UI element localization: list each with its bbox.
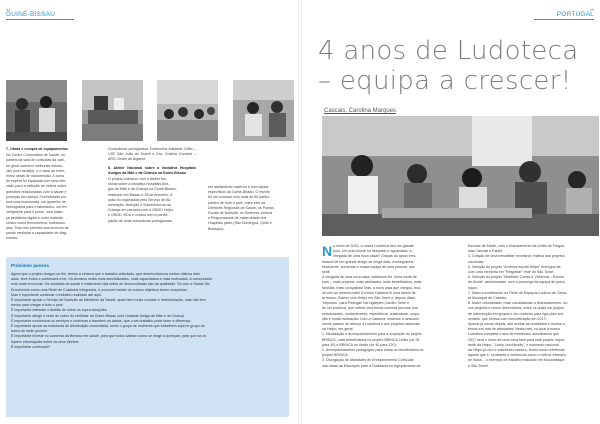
text-line: pação de duas consultoras portuguesas <box>108 218 172 223</box>
article-line: nas áreas da Educação para a Cidadania no Agrupamento de <box>322 363 421 368</box>
article-line: 2. Acompanhamento pedagógico para todos os beneficiários do <box>322 348 424 353</box>
column-workshop <box>108 147 196 224</box>
text-line: hemograma para o laboratório, um fre- <box>6 205 68 210</box>
headline-line-1: 4 anos de Ludoteca <box>318 36 579 66</box>
text-line: em aleitamento materno e com dados <box>208 185 269 189</box>
article-line: 3. Divulgação de Atividades de Enriquecimento Curricular <box>322 358 414 363</box>
article-first-line: o início de 2015, a nossa Ludoteca deu um grande <box>333 244 415 248</box>
text-line: e Responsáveis de maternidade dos <box>208 216 267 221</box>
article-line: 7. Maior envolvimento na Rede de Espaços Lúdicos de Clima- <box>468 290 568 295</box>
article-line: 4. Criação de uma newsletter trimestral, relativa aos projetos <box>468 254 565 259</box>
text-line: proteção da criança. Foi instalada pin- <box>6 194 67 199</box>
section-rule-right <box>534 19 594 20</box>
text-line: clínico como termómetros, estetoscó- <box>6 220 66 225</box>
section-title-guinea: GUINÉ-BISSAU <box>6 11 55 18</box>
article-line: 6. Seleção do projeto "Mobilizer Contra a Violência – Escola <box>468 275 564 280</box>
article-line: chegada de uma nova casa!!! Graças ao apoio ines- <box>333 254 417 259</box>
article-line: e São Tomé! <box>468 363 489 368</box>
text-line: de espera foi equipada com uma tele- <box>6 179 67 184</box>
text-line: foi um sucesso com mais de 60 partici- <box>208 195 271 200</box>
article-line: timável de um grande amigo de longa data, conseguimos, <box>322 259 415 264</box>
text-line: Diretores Regionais de Saúde, os Pontos <box>208 205 274 210</box>
section-rule-left <box>6 19 74 20</box>
article-line: vos projetos e novos desenhados, entre os quais um projeto <box>468 306 565 311</box>
article-line: ar fresco. Esteve com Helpo em São Tomé e, depois disso, <box>322 296 417 301</box>
box-text-line: Mas é importante continuar o trabalho realizado até aqui. <box>11 292 102 297</box>
article-text-1 <box>322 249 448 369</box>
text-line: meiro obras de manutenção. A ruína <box>6 174 64 179</box>
article-line: será! <box>322 270 330 275</box>
box-text-line: É importante continuar!!! <box>11 344 51 349</box>
text-line: específicos da Guiné-Bissau. O evento <box>208 190 271 195</box>
article-line: para 40) e BRINCA no Verão (de 40 para 120); <box>322 342 397 347</box>
text-line: rais (com azulejo), e o casa do enfer- <box>6 168 66 173</box>
next-steps-title: Próximos passos <box>11 263 50 268</box>
text-line: zer/geleira para o posto, uma balan- <box>6 210 64 215</box>
column-workshop-cont <box>208 185 294 232</box>
box-text-line: está mais envolvida. Os cuidados de saúde e tratamento das mães de desenvolvidas são de qualidade. Só com a Saúde Diz <box>11 282 210 287</box>
dropcap-letter: N <box>322 243 333 259</box>
text-line: painéis da sala de consultas da cabi- <box>6 158 65 163</box>
article-line: finalmente, aumentar a nossa equipa de uma pessoa, que <box>322 264 415 269</box>
text-line: ça pediátrica digital e outro material <box>6 215 63 220</box>
text-line: e ONGD VIDA e contou com a partici- <box>108 213 169 218</box>
text-line: mentação, Nutrição e Sobrevivência da <box>108 203 171 208</box>
article-line: projeto BRINCA; <box>322 353 349 358</box>
box-text-line: Agora que o projeto chegou ao fim, temos a certeza que o trabalho articulado, que desenvolvemos nestes últimos dois <box>11 272 200 276</box>
text-line: saúde melhorar a capacidade de diag- <box>6 231 68 236</box>
box-text-line: tiquem informações sobre os seus direitos. <box>11 339 80 344</box>
text-line: No Centro Comunitário de Saúde, os <box>6 153 65 158</box>
consultants-caption: Consultoras portuguesas Enfermeira Adelaide Orfão – USF São João do Estoril e Dra. Cristina Gouveia – ARS Centro do Algarve. <box>108 147 196 162</box>
text-line: cional sobre a Iniciativa Hospitais Ami- <box>108 182 170 187</box>
photo-clinic-staff <box>6 80 67 141</box>
text-line: nóstico. <box>6 236 19 241</box>
workshop-text-cont <box>208 185 294 232</box>
article-line: estruturantes, conhecimento, experiência, criatividade, corpo- <box>322 311 421 316</box>
heading-workshop: 8. Atelier Nacional sobre a Iniciativa Hospitais Amigos da Mãe e da Criança na Guiné-Bissau <box>108 165 196 175</box>
article-line: 5. Seleção do projeto "A minha escola Helpo" entregue da <box>468 264 561 269</box>
box-text-line: É importante apoiar o Serviço de Nutrição do Ministério da Saúde, quem tem muita vontade e determinação, mas não tem <box>11 298 206 303</box>
text-line: realizado em Bissau a 28 de fevereiro. A <box>108 192 173 197</box>
article-line: aquele que é, constante e conhecido como o melhor exemplo <box>468 353 567 358</box>
text-line: gos da Mãe e da Criança na Guiné-Bissau, <box>108 187 177 192</box>
box-text-line: bairro de onde provém. <box>11 329 49 334</box>
article-line: de um portunor, que reflete uma borda cumeira (encose nos <box>322 306 418 311</box>
box-text-line: É importante investir no aumento da literacia em saúde, para que todos saibam como se reagir a doenças; para que na ce- <box>11 334 207 339</box>
article-line: de todos – o exemplo de trabalho realizado em Moçambique <box>468 358 565 363</box>
text-line: questões relacionadas com a saúde e <box>6 189 67 194</box>
box-text-line: É importante apoiar as estruturas de distribuição comunitária, como o grupo de mulheres que trabalhem aqui no grupo do <box>11 324 205 329</box>
article-line: com uma mentoria em "Respeitar" rede do São Tomé; <box>468 270 554 275</box>
article-text-2 <box>468 244 594 369</box>
article-headline <box>318 36 598 96</box>
article-line: novos passos de reforço à Ludoteca e aos projetos nacionais <box>322 322 420 327</box>
box-text-line: É importante estender o âmbito de todos os supra-atuações. <box>11 308 108 313</box>
heading-equipment: 7. Obras e compra de equipamentos <box>6 147 68 151</box>
text-line: tura uma motorizada, um aparelho de <box>6 200 66 205</box>
article-line: de Alvide" selecionadas, com a presença da equipa de psicó- <box>468 280 566 285</box>
box-text-line: É importante monitorizar os serviços e continuar a transferir os dados, que o seu trabalho pode fazer a diferença. <box>11 318 192 323</box>
article-line: temos em rota de atividades! Nesta mês, no qual a nossa <box>468 327 560 332</box>
article-byline: Cascais, Carolina Marques <box>324 108 397 114</box>
article-line: Escolas de Alvide, com o financiamento da União de Fregue- <box>468 244 566 248</box>
article-line: famílias, mais conquistas! Mas, a nova casa que chegou, trou- <box>322 285 422 290</box>
article-line: da Helpo já vivo e sobretudo maduro, tendo como referência <box>468 348 565 353</box>
article-line: 8. Maior voluntariado, mais candidaturas a financiamentos, no- <box>468 301 569 306</box>
text-line: Hospitais piloto (São Domingos, Quitó e <box>208 221 272 226</box>
article-line: BRINCA, mais beneficiários no projeto BRINCA Letivo (de 34 <box>322 337 420 342</box>
article-line: de intervenção em grupos e em contexto para liga-ções sob <box>468 311 564 316</box>
box-text-line: meios para chegar a todo o país. <box>11 303 64 308</box>
article-line: Apesar já novas depois, são muitas as novidades e muitos a- <box>468 322 566 327</box>
right-page <box>302 0 600 424</box>
article-line: da Helpo, em geral: <box>322 327 354 332</box>
text-line: ne geral carecem melhorias estrutu- <box>6 163 64 168</box>
box-text-line: anos, teve frutos e continuará a ter. Os técnicos estão mais sensibilizados, mais capacitados e mais motivados. A comunidade <box>11 277 213 282</box>
left-page <box>0 0 298 424</box>
article-line: sias Cascais e Estoril; <box>468 249 504 254</box>
text-line: O projeto culminou com o Atelier Na- <box>108 177 167 182</box>
text-line: Bubaque). <box>208 226 225 231</box>
photo-participants <box>233 80 294 141</box>
article-line: ta Municipal de Cascais; <box>468 296 507 301</box>
article-line: xe-nos ao mesmo mais! A nossa Catarina lê uma labelo de <box>322 290 416 295</box>
text-line: pantes de todo o país, entre eles os <box>208 200 266 205</box>
next-steps-text <box>11 272 284 350</box>
headline-line-2: – equipa a crescer! <box>318 66 572 96</box>
page-number-left: 44 <box>6 7 11 12</box>
column-equipment <box>6 147 92 242</box>
article-line: cenário, que iremos com concretização em 2017! <box>468 316 547 321</box>
text-line: ação foi organizada pelo Serviço de Ali- <box>108 197 172 202</box>
article-line: nacionais; <box>468 259 485 264</box>
article-line: tante da Helpo. "Lively, but friendly", é momento nacional <box>468 342 559 347</box>
photo-ludoteca-children <box>322 116 599 236</box>
article-line: logos; <box>468 285 478 290</box>
equipment-text <box>6 153 92 241</box>
article-column-2 <box>468 244 594 369</box>
text-line: Criança em parceria com a ONGD Helpo <box>108 208 174 213</box>
article-column-1 <box>322 244 448 369</box>
article-line: "importou" para Portugal! Na Ligaepen (Jardim Tomé e <box>322 301 410 306</box>
article-line: pulo. Um pulo fulcral no desejado e aguardado: a <box>333 249 412 254</box>
text-line: visão para a exibição de vídeos sobre <box>6 184 67 189</box>
box-text-line: Envolvendo como uma Rede de Cuidados Integrados, é possível manter os nossos objetivos forem cumpridos. <box>11 287 188 292</box>
next-steps-box <box>6 257 289 417</box>
page-number-right: 45 <box>589 7 594 12</box>
photo-laboratory <box>82 80 143 141</box>
box-text-line: É importante atingir o resto do cobro do certificar na Guiné-Bissau uma Unidade Amiga da Mãe e da Criança. <box>11 313 185 318</box>
article-line: bom – mais projetos, mais atividades, mais beneficiários, mais <box>322 280 422 285</box>
workshop-text <box>108 177 196 224</box>
photo-workshop-room <box>157 80 218 141</box>
article-line: 2017 será o início de uma nova fase para este projeto impor- <box>468 337 566 342</box>
text-line: pios. Todo isto permitiu aos técnicos de <box>6 226 69 231</box>
article-line: ção e muita motivação! Com a Catarina, estamos a descobrir <box>322 316 420 321</box>
text-line: Focais de Nutrição, os Diretores clínicos <box>208 211 273 216</box>
article-line: 1. Idealização e acompanhamento para a ocupação do projeto <box>322 332 422 337</box>
article-line: A chegada de uma nova casa, salitamos ele, tinha muito de <box>322 275 417 280</box>
article-line: Ludoteca completa o ano de existência, acreditamos que <box>468 332 559 337</box>
section-title-portugal: PORTUGAL <box>556 11 594 18</box>
